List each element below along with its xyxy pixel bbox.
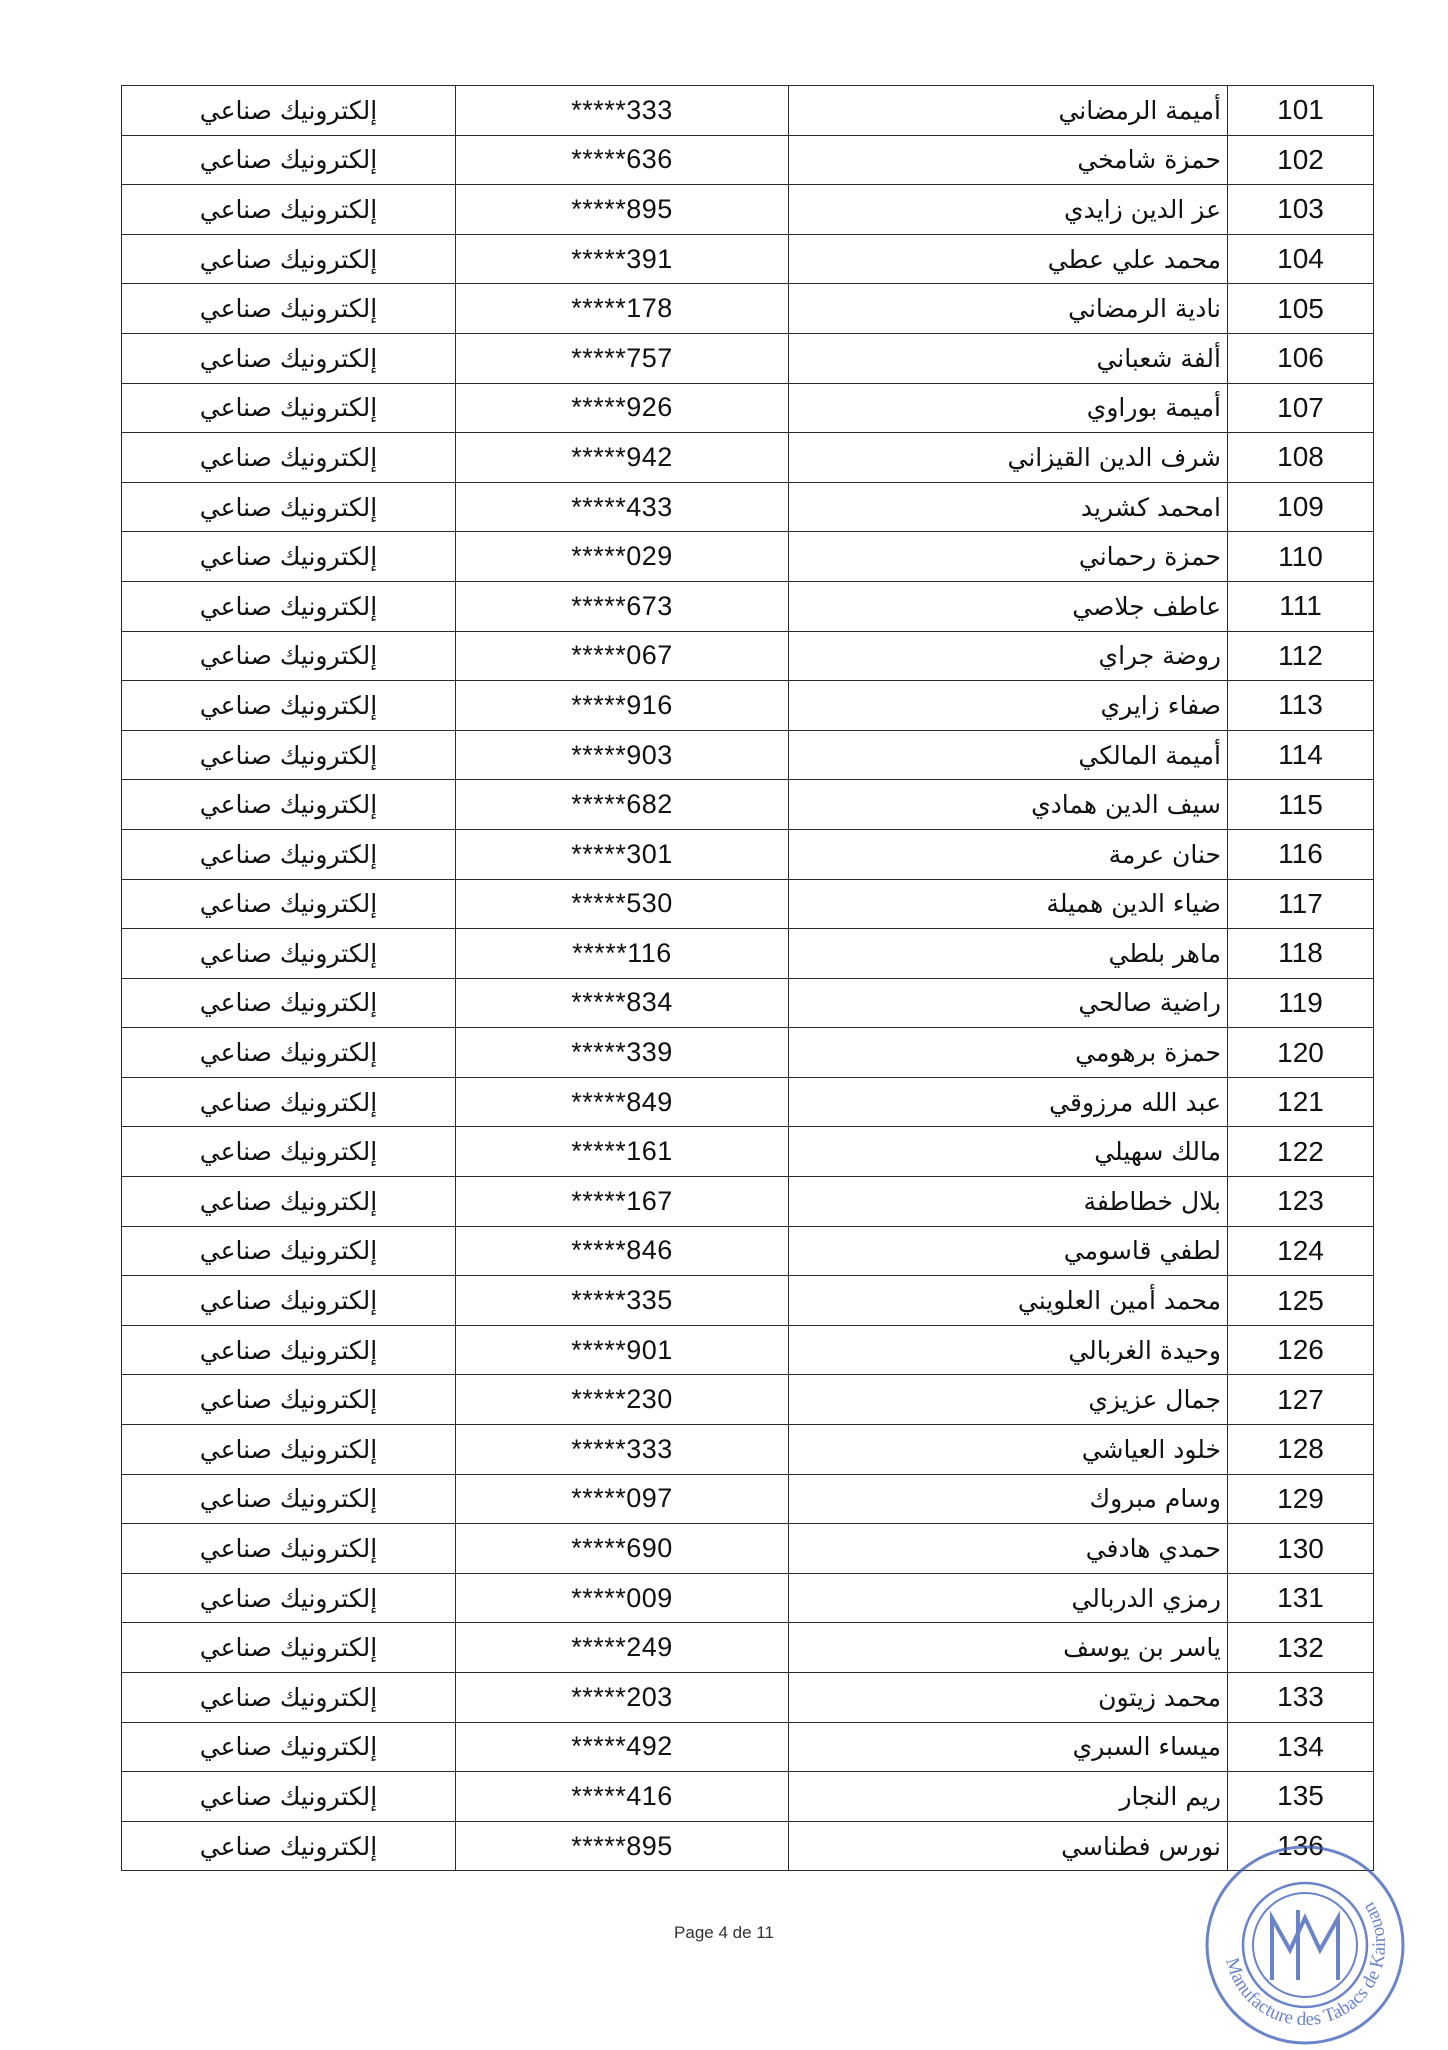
row-number-cell: 109 bbox=[1228, 482, 1374, 532]
row-number-cell: 117 bbox=[1228, 879, 1374, 929]
table-row bbox=[122, 1028, 1374, 1078]
row-number-cell: 105 bbox=[1228, 284, 1374, 334]
name-cell: عاطف جلاصي bbox=[789, 581, 1228, 631]
id-number-cell: *****673 bbox=[456, 581, 789, 631]
name-cell: عز الدين زايدي bbox=[789, 185, 1228, 235]
name-cell: حنان عرمة bbox=[789, 829, 1228, 879]
row-number-cell: 135 bbox=[1228, 1772, 1374, 1822]
candidates-table bbox=[121, 85, 1374, 1871]
table-row bbox=[122, 482, 1374, 532]
specialty-cell: إلكترونيك صناعي bbox=[122, 1028, 456, 1078]
table-row bbox=[122, 1821, 1374, 1871]
row-number-cell: 133 bbox=[1228, 1673, 1374, 1723]
id-number-cell: *****636 bbox=[456, 135, 789, 185]
row-number-cell: 130 bbox=[1228, 1524, 1374, 1574]
row-number-cell: 122 bbox=[1228, 1127, 1374, 1177]
table-row bbox=[122, 631, 1374, 681]
table-row bbox=[122, 730, 1374, 780]
id-number-cell: *****926 bbox=[456, 383, 789, 433]
name-cell: نادية الرمضاني bbox=[789, 284, 1228, 334]
page-number: Page 4 de 11 bbox=[674, 1923, 774, 1942]
specialty-cell: إلكترونيك صناعي bbox=[122, 86, 456, 136]
row-number-cell: 113 bbox=[1228, 681, 1374, 731]
row-number-cell: 112 bbox=[1228, 631, 1374, 681]
row-number-cell: 134 bbox=[1228, 1722, 1374, 1772]
id-number-cell: *****530 bbox=[456, 879, 789, 929]
table-row bbox=[122, 333, 1374, 383]
table-row bbox=[122, 1375, 1374, 1425]
specialty-cell: إلكترونيك صناعي bbox=[122, 780, 456, 830]
row-number-cell: 103 bbox=[1228, 185, 1374, 235]
table-row bbox=[122, 135, 1374, 185]
table-row bbox=[122, 1325, 1374, 1375]
id-number-cell: *****339 bbox=[456, 1028, 789, 1078]
name-cell: ألفة شعباني bbox=[789, 333, 1228, 383]
id-number-cell: *****335 bbox=[456, 1276, 789, 1326]
company-stamp-icon bbox=[1200, 1840, 1410, 2050]
id-number-cell: *****492 bbox=[456, 1722, 789, 1772]
specialty-cell: إلكترونيك صناعي bbox=[122, 1772, 456, 1822]
row-number-cell: 102 bbox=[1228, 135, 1374, 185]
row-number-cell: 107 bbox=[1228, 383, 1374, 433]
name-cell: محمد أمين العلويني bbox=[789, 1276, 1228, 1326]
row-number-cell: 119 bbox=[1228, 978, 1374, 1028]
id-number-cell: *****097 bbox=[456, 1474, 789, 1524]
name-cell: نورس فطناسي bbox=[789, 1821, 1228, 1871]
specialty-cell: إلكترونيك صناعي bbox=[122, 1821, 456, 1871]
table-row bbox=[122, 1573, 1374, 1623]
specialty-cell: إلكترونيك صناعي bbox=[122, 879, 456, 929]
name-cell: صفاء زايري bbox=[789, 681, 1228, 731]
name-cell: خلود العياشي bbox=[789, 1425, 1228, 1475]
specialty-cell: إلكترونيك صناعي bbox=[122, 631, 456, 681]
name-cell: حمزة رحماني bbox=[789, 532, 1228, 582]
row-number-cell: 104 bbox=[1228, 234, 1374, 284]
specialty-cell: إلكترونيك صناعي bbox=[122, 135, 456, 185]
id-number-cell: *****167 bbox=[456, 1177, 789, 1227]
name-cell: راضية صالحي bbox=[789, 978, 1228, 1028]
table-row bbox=[122, 1276, 1374, 1326]
name-cell: أميمة المالكي bbox=[789, 730, 1228, 780]
name-cell: ريم النجار bbox=[789, 1772, 1228, 1822]
specialty-cell: إلكترونيك صناعي bbox=[122, 383, 456, 433]
row-number-cell: 111 bbox=[1228, 581, 1374, 631]
table-row bbox=[122, 978, 1374, 1028]
id-number-cell: *****903 bbox=[456, 730, 789, 780]
name-cell: محمد علي عطي bbox=[789, 234, 1228, 284]
name-cell: ماهر بلطي bbox=[789, 929, 1228, 979]
specialty-cell: إلكترونيك صناعي bbox=[122, 1127, 456, 1177]
specialty-cell: إلكترونيك صناعي bbox=[122, 482, 456, 532]
specialty-cell: إلكترونيك صناعي bbox=[122, 1673, 456, 1723]
id-number-cell: *****029 bbox=[456, 532, 789, 582]
name-cell: مالك سهيلي bbox=[789, 1127, 1228, 1177]
name-cell: حمدي هادفي bbox=[789, 1524, 1228, 1574]
name-cell: بلال خطاطفة bbox=[789, 1177, 1228, 1227]
table-row bbox=[122, 829, 1374, 879]
row-number-cell: 131 bbox=[1228, 1573, 1374, 1623]
row-number-cell: 136 bbox=[1228, 1821, 1374, 1871]
id-number-cell: *****391 bbox=[456, 234, 789, 284]
row-number-cell: 123 bbox=[1228, 1177, 1374, 1227]
specialty-cell: إلكترونيك صناعي bbox=[122, 929, 456, 979]
row-number-cell: 125 bbox=[1228, 1276, 1374, 1326]
specialty-cell: إلكترونيك صناعي bbox=[122, 1226, 456, 1276]
name-cell: ميساء السبري bbox=[789, 1722, 1228, 1772]
name-cell: أميمة الرمضاني bbox=[789, 86, 1228, 136]
specialty-cell: إلكترونيك صناعي bbox=[122, 1375, 456, 1425]
table-row bbox=[122, 185, 1374, 235]
table-row bbox=[122, 284, 1374, 334]
row-number-cell: 129 bbox=[1228, 1474, 1374, 1524]
id-number-cell: *****916 bbox=[456, 681, 789, 731]
table-row bbox=[122, 1077, 1374, 1127]
row-number-cell: 120 bbox=[1228, 1028, 1374, 1078]
row-number-cell: 132 bbox=[1228, 1623, 1374, 1673]
table-row bbox=[122, 1425, 1374, 1475]
row-number-cell: 110 bbox=[1228, 532, 1374, 582]
specialty-cell: إلكترونيك صناعي bbox=[122, 185, 456, 235]
name-cell: جمال عزيزي bbox=[789, 1375, 1228, 1425]
row-number-cell: 114 bbox=[1228, 730, 1374, 780]
id-number-cell: *****849 bbox=[456, 1077, 789, 1127]
table-row bbox=[122, 433, 1374, 483]
name-cell: أميمة بوراوي bbox=[789, 383, 1228, 433]
id-number-cell: *****230 bbox=[456, 1375, 789, 1425]
id-number-cell: *****901 bbox=[456, 1325, 789, 1375]
table-row bbox=[122, 86, 1374, 136]
name-cell: محمد زيتون bbox=[789, 1673, 1228, 1723]
table-row bbox=[122, 383, 1374, 433]
specialty-cell: إلكترونيك صناعي bbox=[122, 681, 456, 731]
specialty-cell: إلكترونيك صناعي bbox=[122, 234, 456, 284]
specialty-cell: إلكترونيك صناعي bbox=[122, 1474, 456, 1524]
id-number-cell: *****690 bbox=[456, 1524, 789, 1574]
row-number-cell: 127 bbox=[1228, 1375, 1374, 1425]
name-cell: سيف الدين همادي bbox=[789, 780, 1228, 830]
row-number-cell: 128 bbox=[1228, 1425, 1374, 1475]
table-row bbox=[122, 1673, 1374, 1723]
row-number-cell: 124 bbox=[1228, 1226, 1374, 1276]
id-number-cell: *****178 bbox=[456, 284, 789, 334]
id-number-cell: *****834 bbox=[456, 978, 789, 1028]
table-row bbox=[122, 780, 1374, 830]
table-row bbox=[122, 234, 1374, 284]
id-number-cell: *****433 bbox=[456, 482, 789, 532]
table-row bbox=[122, 532, 1374, 582]
id-number-cell: *****682 bbox=[456, 780, 789, 830]
table-row bbox=[122, 1474, 1374, 1524]
specialty-cell: إلكترونيك صناعي bbox=[122, 1573, 456, 1623]
specialty-cell: إلكترونيك صناعي bbox=[122, 1276, 456, 1326]
specialty-cell: إلكترونيك صناعي bbox=[122, 1722, 456, 1772]
specialty-cell: إلكترونيك صناعي bbox=[122, 1177, 456, 1227]
id-number-cell: *****301 bbox=[456, 829, 789, 879]
id-number-cell: *****942 bbox=[456, 433, 789, 483]
name-cell: ضياء الدين هميلة bbox=[789, 879, 1228, 929]
id-number-cell: *****116 bbox=[456, 929, 789, 979]
specialty-cell: إلكترونيك صناعي bbox=[122, 1425, 456, 1475]
specialty-cell: إلكترونيك صناعي bbox=[122, 1623, 456, 1673]
table-row bbox=[122, 1226, 1374, 1276]
row-number-cell: 101 bbox=[1228, 86, 1374, 136]
specialty-cell: إلكترونيك صناعي bbox=[122, 978, 456, 1028]
specialty-cell: إلكترونيك صناعي bbox=[122, 1077, 456, 1127]
name-cell: لطفي قاسومي bbox=[789, 1226, 1228, 1276]
id-number-cell: *****416 bbox=[456, 1772, 789, 1822]
id-number-cell: *****895 bbox=[456, 185, 789, 235]
id-number-cell: *****009 bbox=[456, 1573, 789, 1623]
table-row bbox=[122, 681, 1374, 731]
specialty-cell: إلكترونيك صناعي bbox=[122, 730, 456, 780]
id-number-cell: *****161 bbox=[456, 1127, 789, 1177]
row-number-cell: 115 bbox=[1228, 780, 1374, 830]
name-cell: حمزة شامخي bbox=[789, 135, 1228, 185]
name-cell: روضة جراي bbox=[789, 631, 1228, 681]
specialty-cell: إلكترونيك صناعي bbox=[122, 829, 456, 879]
specialty-cell: إلكترونيك صناعي bbox=[122, 581, 456, 631]
name-cell: امحمد كشريد bbox=[789, 482, 1228, 532]
name-cell: حمزة برهومي bbox=[789, 1028, 1228, 1078]
specialty-cell: إلكترونيك صناعي bbox=[122, 433, 456, 483]
name-cell: وحيدة الغربالي bbox=[789, 1325, 1228, 1375]
name-cell: شرف الدين القيزاني bbox=[789, 433, 1228, 483]
table-row bbox=[122, 1524, 1374, 1574]
table-row bbox=[122, 879, 1374, 929]
table-row bbox=[122, 581, 1374, 631]
specialty-cell: إلكترونيك صناعي bbox=[122, 532, 456, 582]
id-number-cell: *****846 bbox=[456, 1226, 789, 1276]
name-cell: وسام مبروك bbox=[789, 1474, 1228, 1524]
table-row bbox=[122, 1177, 1374, 1227]
row-number-cell: 126 bbox=[1228, 1325, 1374, 1375]
row-number-cell: 118 bbox=[1228, 929, 1374, 979]
name-cell: ياسر بن يوسف bbox=[789, 1623, 1228, 1673]
table-row bbox=[122, 1623, 1374, 1673]
specialty-cell: إلكترونيك صناعي bbox=[122, 284, 456, 334]
name-cell: رمزي الدربالي bbox=[789, 1573, 1228, 1623]
row-number-cell: 106 bbox=[1228, 333, 1374, 383]
id-number-cell: *****895 bbox=[456, 1821, 789, 1871]
name-cell: عبد الله مرزوقي bbox=[789, 1077, 1228, 1127]
specialty-cell: إلكترونيك صناعي bbox=[122, 333, 456, 383]
table-row bbox=[122, 1772, 1374, 1822]
id-number-cell: *****249 bbox=[456, 1623, 789, 1673]
table-body bbox=[122, 86, 1374, 1871]
row-number-cell: 116 bbox=[1228, 829, 1374, 879]
id-number-cell: *****333 bbox=[456, 86, 789, 136]
specialty-cell: إلكترونيك صناعي bbox=[122, 1524, 456, 1574]
row-number-cell: 108 bbox=[1228, 433, 1374, 483]
id-number-cell: *****757 bbox=[456, 333, 789, 383]
id-number-cell: *****333 bbox=[456, 1425, 789, 1475]
row-number-cell: 121 bbox=[1228, 1077, 1374, 1127]
specialty-cell: إلكترونيك صناعي bbox=[122, 1325, 456, 1375]
table-row bbox=[122, 1127, 1374, 1177]
id-number-cell: *****067 bbox=[456, 631, 789, 681]
table-row bbox=[122, 1722, 1374, 1772]
stamp-text: Manufacture des Tabacs de Kairouan bbox=[1221, 1898, 1391, 2031]
id-number-cell: *****203 bbox=[456, 1673, 789, 1723]
table-row bbox=[122, 929, 1374, 979]
